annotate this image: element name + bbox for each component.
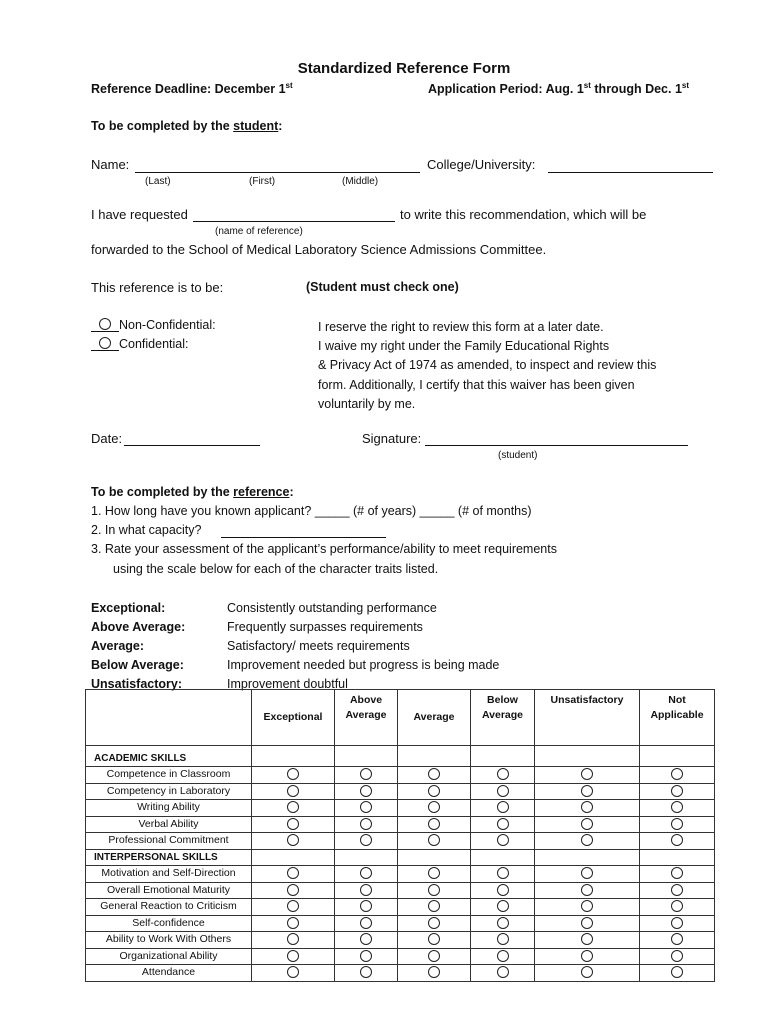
rating-radio-below-average[interactable] bbox=[497, 818, 509, 830]
rating-cell-below-average[interactable] bbox=[471, 915, 535, 932]
rating-radio-not-applicable[interactable] bbox=[671, 933, 683, 945]
rating-cell-below-average[interactable] bbox=[471, 833, 535, 850]
forwarded-text: forwarded to the School of Medical Laboratory Science Admissions Committee. bbox=[91, 242, 547, 257]
header-trait bbox=[86, 690, 252, 746]
name-sub-last: (Last) bbox=[145, 176, 171, 187]
rating-radio-above-average[interactable] bbox=[360, 917, 372, 929]
rating-radio-unsatisfactory[interactable] bbox=[581, 966, 593, 978]
rating-radio-exceptional[interactable] bbox=[287, 884, 299, 896]
rating-cell-not-applicable[interactable] bbox=[640, 965, 715, 982]
rating-radio-exceptional[interactable] bbox=[287, 900, 299, 912]
rating-radio-below-average[interactable] bbox=[497, 900, 509, 912]
rating-radio-below-average[interactable] bbox=[497, 917, 509, 929]
rating-cell-exceptional[interactable] bbox=[252, 783, 335, 800]
reference-name-field[interactable] bbox=[193, 221, 395, 222]
name-sub-middle: (Middle) bbox=[342, 176, 379, 187]
rating-cell-above-average[interactable] bbox=[335, 899, 398, 916]
rating-cell-unsatisfactory[interactable] bbox=[535, 783, 640, 800]
rating-radio-above-average[interactable] bbox=[360, 933, 372, 945]
rating-radio-average[interactable] bbox=[428, 917, 440, 929]
rating-radio-exceptional[interactable] bbox=[287, 867, 299, 879]
table-row bbox=[86, 767, 715, 784]
waiver-text: I reserve the right to review this form at a later date. I waive my right under the Family Educational Rights & Privacy Act of 1974 as amended, to inspect and review this form. Additionally, I certify that this waiver has been given voluntarily by me. bbox=[318, 320, 657, 411]
question-2: 2. In what capacity? bbox=[91, 523, 202, 537]
rating-cell-exceptional[interactable] bbox=[252, 932, 335, 949]
rating-radio-exceptional[interactable] bbox=[287, 933, 299, 945]
trait-label: Overall Emotional Maturity bbox=[86, 882, 252, 899]
rating-radio-exceptional[interactable] bbox=[287, 801, 299, 813]
rating-cell-above-average[interactable] bbox=[335, 932, 398, 949]
trait-label: Ability to Work With Others bbox=[86, 932, 252, 949]
rating-cell-exceptional[interactable] bbox=[252, 816, 335, 833]
rating-cell-not-applicable[interactable] bbox=[640, 899, 715, 916]
rating-cell-exceptional[interactable] bbox=[252, 767, 335, 784]
rating-radio-below-average[interactable] bbox=[497, 785, 509, 797]
rating-cell-below-average[interactable] bbox=[471, 866, 535, 883]
rating-radio-unsatisfactory[interactable] bbox=[581, 917, 593, 929]
rating-cell-above-average[interactable] bbox=[335, 783, 398, 800]
rating-cell-unsatisfactory[interactable] bbox=[535, 882, 640, 899]
rating-cell-unsatisfactory bbox=[535, 849, 640, 866]
rating-cell-not-applicable[interactable] bbox=[640, 800, 715, 817]
rating-radio-not-applicable[interactable] bbox=[671, 867, 683, 879]
rating-cell-exceptional[interactable] bbox=[252, 882, 335, 899]
rating-cell-average[interactable] bbox=[398, 882, 471, 899]
rating-radio-average[interactable] bbox=[428, 867, 440, 879]
rating-cell-above-average[interactable] bbox=[335, 948, 398, 965]
rating-cell-below-average[interactable] bbox=[471, 932, 535, 949]
college-label: College/University: bbox=[427, 157, 536, 172]
rating-radio-average[interactable] bbox=[428, 834, 440, 846]
rating-cell-average bbox=[398, 849, 471, 866]
rating-cell-exceptional[interactable] bbox=[252, 866, 335, 883]
rating-cell-above-average[interactable] bbox=[335, 915, 398, 932]
rating-radio-exceptional[interactable] bbox=[287, 917, 299, 929]
rating-cell-unsatisfactory[interactable] bbox=[535, 816, 640, 833]
rating-cell-average[interactable] bbox=[398, 965, 471, 982]
table-row bbox=[86, 965, 715, 982]
rating-radio-average[interactable] bbox=[428, 966, 440, 978]
rating-cell-unsatisfactory[interactable] bbox=[535, 965, 640, 982]
rating-radio-above-average[interactable] bbox=[360, 768, 372, 780]
trait-label: Self-confidence bbox=[86, 915, 252, 932]
rating-radio-exceptional[interactable] bbox=[287, 818, 299, 830]
rating-radio-average[interactable] bbox=[428, 884, 440, 896]
rating-radio-exceptional[interactable] bbox=[287, 785, 299, 797]
trait-label: General Reaction to Criticism bbox=[86, 899, 252, 916]
rating-radio-average[interactable] bbox=[428, 818, 440, 830]
table-row bbox=[86, 783, 715, 800]
header-above-average: Above Average bbox=[335, 690, 398, 746]
trait-label: Motivation and Self-Direction bbox=[86, 866, 252, 883]
rating-radio-below-average[interactable] bbox=[497, 867, 509, 879]
question-1: 1. How long have you known applicant? _____ (# of years) _____ (# of months) bbox=[91, 504, 532, 518]
rating-cell-not-applicable[interactable] bbox=[640, 783, 715, 800]
rating-radio-unsatisfactory[interactable] bbox=[581, 867, 593, 879]
table-row bbox=[86, 932, 715, 949]
rating-cell-unsatisfactory[interactable] bbox=[535, 800, 640, 817]
rating-radio-not-applicable[interactable] bbox=[671, 834, 683, 846]
academic-skills-heading: ACADEMIC SKILLS bbox=[86, 746, 252, 767]
reference-section-heading: To be completed by the reference: bbox=[91, 485, 294, 499]
trait-label: Verbal Ability bbox=[86, 816, 252, 833]
rating-cell-exceptional[interactable] bbox=[252, 965, 335, 982]
rating-cell-exceptional[interactable] bbox=[252, 833, 335, 850]
rating-cell-exceptional[interactable] bbox=[252, 800, 335, 817]
rating-cell-not-applicable[interactable] bbox=[640, 866, 715, 883]
requested-suffix: to write this recommendation, which will be bbox=[400, 207, 647, 222]
rating-cell-exceptional[interactable] bbox=[252, 915, 335, 932]
rating-cell-average[interactable] bbox=[398, 948, 471, 965]
name-sub-first: (First) bbox=[249, 176, 276, 187]
rating-table bbox=[85, 689, 715, 982]
rating-radio-not-applicable[interactable] bbox=[671, 768, 683, 780]
rating-radio-below-average[interactable] bbox=[497, 966, 509, 978]
table-row bbox=[86, 915, 715, 932]
rating-radio-not-applicable[interactable] bbox=[671, 818, 683, 830]
rating-radio-above-average[interactable] bbox=[360, 900, 372, 912]
rating-cell-above-average[interactable] bbox=[335, 800, 398, 817]
table-row bbox=[86, 833, 715, 850]
name-label: Name: bbox=[91, 157, 130, 172]
rating-radio-above-average[interactable] bbox=[360, 785, 372, 797]
rating-cell-average[interactable] bbox=[398, 932, 471, 949]
rating-radio-above-average[interactable] bbox=[360, 966, 372, 978]
header-unsatisfactory: Unsatisfactory bbox=[535, 690, 640, 746]
rating-radio-not-applicable[interactable] bbox=[671, 950, 683, 962]
table-row bbox=[86, 948, 715, 965]
rating-cell-average[interactable] bbox=[398, 800, 471, 817]
rating-radio-not-applicable[interactable] bbox=[671, 785, 683, 797]
rating-radio-above-average[interactable] bbox=[360, 818, 372, 830]
rating-radio-average[interactable] bbox=[428, 933, 440, 945]
rating-radio-below-average[interactable] bbox=[497, 933, 509, 945]
date-label: Date: bbox=[91, 431, 123, 446]
rating-radio-exceptional[interactable] bbox=[287, 966, 299, 978]
rating-radio-unsatisfactory[interactable] bbox=[581, 818, 593, 830]
rating-cell-not-applicable[interactable] bbox=[640, 882, 715, 899]
rating-radio-unsatisfactory[interactable] bbox=[581, 801, 593, 813]
table-row bbox=[86, 899, 715, 916]
trait-label: Competency in Laboratory bbox=[86, 783, 252, 800]
rating-cell-average[interactable] bbox=[398, 866, 471, 883]
rating-radio-unsatisfactory[interactable] bbox=[581, 834, 593, 846]
question-3: 3. Rate your assessment of the applicant’s performance/ability to meet requirements bbox=[91, 542, 557, 556]
rating-cell-not-applicable[interactable] bbox=[640, 816, 715, 833]
table-row bbox=[86, 800, 715, 817]
date-field[interactable] bbox=[124, 445, 260, 446]
option-confidential[interactable]: Confidential: bbox=[91, 336, 189, 351]
rating-cell-average[interactable] bbox=[398, 783, 471, 800]
rating-radio-unsatisfactory[interactable] bbox=[581, 785, 593, 797]
option-nonconfidential[interactable]: Non-Confidential: bbox=[91, 317, 216, 332]
rating-cell-not-applicable[interactable] bbox=[640, 915, 715, 932]
question-3-cont: using the scale below for each of the character traits listed. bbox=[113, 562, 439, 576]
requested-prefix: I have requested bbox=[91, 207, 188, 222]
rating-radio-above-average[interactable] bbox=[360, 884, 372, 896]
rating-radio-average[interactable] bbox=[428, 900, 440, 912]
rating-radio-above-average[interactable] bbox=[360, 801, 372, 813]
rating-radio-below-average[interactable] bbox=[497, 834, 509, 846]
scale-terms: Exceptional: Above Average: Average: Below Average: Unsatisfactory: bbox=[91, 601, 186, 691]
rating-radio-unsatisfactory[interactable] bbox=[581, 768, 593, 780]
signature-label: Signature: bbox=[362, 431, 422, 446]
college-field[interactable] bbox=[548, 172, 713, 173]
must-check-note: (Student must check one) bbox=[306, 280, 459, 294]
trait-label: Organizational Ability bbox=[86, 948, 252, 965]
rating-radio-above-average[interactable] bbox=[360, 950, 372, 962]
table-row bbox=[86, 866, 715, 883]
rating-radio-below-average[interactable] bbox=[497, 801, 509, 813]
rating-radio-unsatisfactory[interactable] bbox=[581, 884, 593, 896]
rating-radio-exceptional[interactable] bbox=[287, 768, 299, 780]
rating-cell-average[interactable] bbox=[398, 899, 471, 916]
rating-cell-not-applicable[interactable] bbox=[640, 948, 715, 965]
rating-cell-exceptional bbox=[252, 849, 335, 866]
reference-is-label: This reference is to be: bbox=[91, 280, 224, 295]
rating-radio-below-average[interactable] bbox=[497, 768, 509, 780]
rating-cell-below-average[interactable] bbox=[471, 948, 535, 965]
rating-cell-above-average[interactable] bbox=[335, 866, 398, 883]
rating-radio-above-average[interactable] bbox=[360, 834, 372, 846]
rating-cell-unsatisfactory[interactable] bbox=[535, 767, 640, 784]
rating-cell-below-average[interactable] bbox=[471, 767, 535, 784]
rating-cell-unsatisfactory[interactable] bbox=[535, 899, 640, 916]
rating-radio-exceptional[interactable] bbox=[287, 834, 299, 846]
rating-radio-below-average[interactable] bbox=[497, 950, 509, 962]
rating-radio-not-applicable[interactable] bbox=[671, 801, 683, 813]
application-period: Application Period: Aug. 1st through Dec. 1st bbox=[428, 81, 690, 97]
rating-cell-below-average[interactable] bbox=[471, 882, 535, 899]
rating-cell-below-average[interactable] bbox=[471, 816, 535, 833]
rating-radio-not-applicable[interactable] bbox=[671, 900, 683, 912]
rating-radio-average[interactable] bbox=[428, 801, 440, 813]
rating-cell-unsatisfactory[interactable] bbox=[535, 833, 640, 850]
rating-radio-below-average[interactable] bbox=[497, 884, 509, 896]
rating-cell-average[interactable] bbox=[398, 767, 471, 784]
confidential-radio[interactable] bbox=[99, 337, 111, 349]
trait-label: Professional Commitment bbox=[86, 833, 252, 850]
rating-cell-unsatisfactory[interactable] bbox=[535, 948, 640, 965]
rating-radio-unsatisfactory[interactable] bbox=[581, 933, 593, 945]
rating-cell-not-applicable[interactable] bbox=[640, 767, 715, 784]
header-below-average: Below Average bbox=[471, 690, 535, 746]
rating-cell-unsatisfactory[interactable] bbox=[535, 915, 640, 932]
rating-cell-below-average[interactable] bbox=[471, 899, 535, 916]
rating-radio-above-average[interactable] bbox=[360, 867, 372, 879]
rating-cell-below-average[interactable] bbox=[471, 965, 535, 982]
rating-cell-average[interactable] bbox=[398, 816, 471, 833]
rating-cell-above-average bbox=[335, 849, 398, 866]
rating-cell-unsatisfactory[interactable] bbox=[535, 866, 640, 883]
rating-radio-average[interactable] bbox=[428, 950, 440, 962]
rating-cell-not-applicable[interactable] bbox=[640, 932, 715, 949]
capacity-field[interactable] bbox=[221, 537, 386, 538]
page-title: Standardized Reference Form bbox=[297, 60, 511, 77]
signature-field[interactable] bbox=[425, 445, 688, 446]
table-row bbox=[86, 816, 715, 833]
rating-cell-not-applicable[interactable] bbox=[640, 833, 715, 850]
rating-radio-not-applicable[interactable] bbox=[671, 966, 683, 978]
rating-cell-not-applicable bbox=[640, 849, 715, 866]
header-average: Average bbox=[398, 690, 471, 746]
table-row bbox=[86, 849, 715, 866]
rating-cell-average[interactable] bbox=[398, 915, 471, 932]
trait-label: Writing Ability bbox=[86, 800, 252, 817]
rating-cell-above-average[interactable] bbox=[335, 833, 398, 850]
rating-radio-average[interactable] bbox=[428, 768, 440, 780]
rating-radio-not-applicable[interactable] bbox=[671, 917, 683, 929]
rating-radio-average[interactable] bbox=[428, 785, 440, 797]
rating-cell-exceptional[interactable] bbox=[252, 899, 335, 916]
rating-cell-average[interactable] bbox=[398, 833, 471, 850]
student-section-heading: To be completed by the student: bbox=[91, 119, 283, 133]
rating-cell-above-average[interactable] bbox=[335, 882, 398, 899]
rating-radio-exceptional[interactable] bbox=[287, 950, 299, 962]
rating-cell-below-average[interactable] bbox=[471, 800, 535, 817]
rating-cell-above-average[interactable] bbox=[335, 965, 398, 982]
header-not-applicable: Not Applicable bbox=[640, 690, 715, 746]
name-field[interactable] bbox=[135, 172, 420, 173]
trait-label: Competence in Classroom bbox=[86, 767, 252, 784]
rating-cell-below-average[interactable] bbox=[471, 783, 535, 800]
nonconfidential-radio[interactable] bbox=[99, 318, 111, 330]
rating-cell-exceptional[interactable] bbox=[252, 948, 335, 965]
interpersonal-skills-heading: INTERPERSONAL SKILLS bbox=[86, 849, 252, 866]
table-row bbox=[86, 882, 715, 899]
rating-radio-unsatisfactory[interactable] bbox=[581, 900, 593, 912]
header-exceptional: Exceptional bbox=[252, 690, 335, 746]
reference-name-sub: (name of reference) bbox=[215, 226, 303, 237]
rating-radio-unsatisfactory[interactable] bbox=[581, 950, 593, 962]
rating-cell-above-average[interactable] bbox=[335, 767, 398, 784]
rating-cell-unsatisfactory[interactable] bbox=[535, 932, 640, 949]
signature-sub: (student) bbox=[498, 450, 538, 461]
rating-radio-not-applicable[interactable] bbox=[671, 884, 683, 896]
reference-deadline: Reference Deadline: December 1st bbox=[91, 81, 293, 97]
rating-cell-below-average bbox=[471, 849, 535, 866]
rating-cell-above-average[interactable] bbox=[335, 816, 398, 833]
trait-label: Attendance bbox=[86, 965, 252, 982]
scale-descriptions: Consistently outstanding performance Frequently surpasses requirements Satisfactory/ meets requirements Improvement needed but progress is being made Improvement doubtful bbox=[227, 601, 500, 691]
